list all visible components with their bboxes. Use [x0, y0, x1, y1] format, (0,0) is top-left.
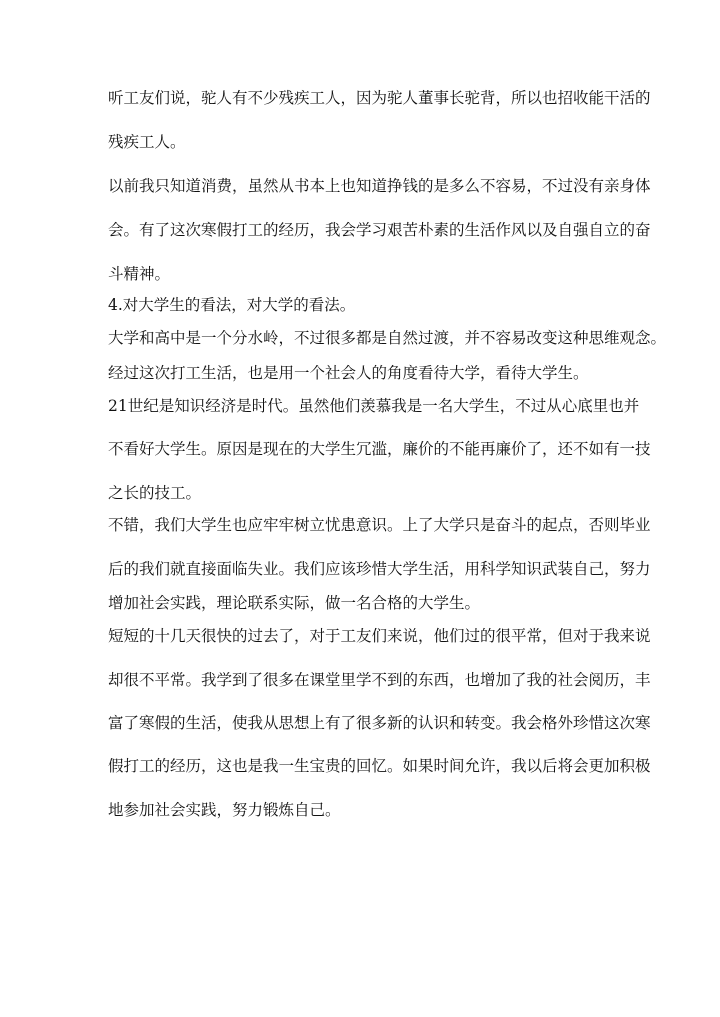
- text-line: 经过这次打工生活，也是用一个社会人的角度看待大学，看待大学生。: [108, 364, 589, 382]
- text-line: 之长的技工。: [108, 484, 202, 502]
- text-line: 假打工的经历，这也是我一生宝贵的回忆。如果时间允许，我以后将会更加积极: [108, 757, 651, 775]
- text-line: 21世纪是知识经济是时代。虽然他们羡慕我是一名大学生，不过从心底里也并: [108, 397, 640, 415]
- text-line: 地参加社会实践，努力锻炼自己。: [108, 801, 341, 819]
- text-line: 增加社会实践，理论联系实际，做一名合格的大学生。: [108, 594, 481, 612]
- text-line: 斗精神。: [108, 265, 171, 283]
- text-line: 残疾工人。: [108, 133, 186, 151]
- text-line: 却很不平常。我学到了很多在课堂里学不到的东西，也增加了我的社会阅历，丰: [108, 671, 651, 689]
- text-line: 短短的十几天很快的过去了，对于工友们来说，他们过的很平常，但对于我来说: [108, 627, 651, 645]
- text-line: 不看好大学生。原因是现在的大学生冗滥，廉价的不能再廉价了，还不如有一技: [108, 440, 651, 458]
- text-line: 不错，我们大学生也应牢牢树立忧患意识。上了大学只是奋斗的起点，否则毕业: [108, 516, 651, 534]
- text-line: 大学和高中是一个分水岭，不过很多都是自然过渡，并不容易改变这种思维观念。: [108, 329, 667, 347]
- text-line: 富了寒假的生活，使我从思想上有了很多新的认识和转变。我会格外珍惜这次寒: [108, 714, 651, 732]
- text-line: 听工友们说，驼人有不少残疾工人，因为驼人董事长驼背，所以也招收能干活的: [108, 89, 651, 107]
- section-heading: 4.对大学生的看法，对大学的看法。: [108, 296, 356, 314]
- text-line: 以前我只知道消费，虽然从书本上也知道挣钱的是多么不容易，不过没有亲身体: [108, 177, 651, 195]
- text-line: 会。有了这次寒假打工的经历，我会学习艰苦朴素的生活作风以及自强自立的奋: [108, 221, 651, 239]
- text-line: 后的我们就直接面临失业。我们应该珍惜大学生活，用科学知识武装自己，努力: [108, 560, 651, 578]
